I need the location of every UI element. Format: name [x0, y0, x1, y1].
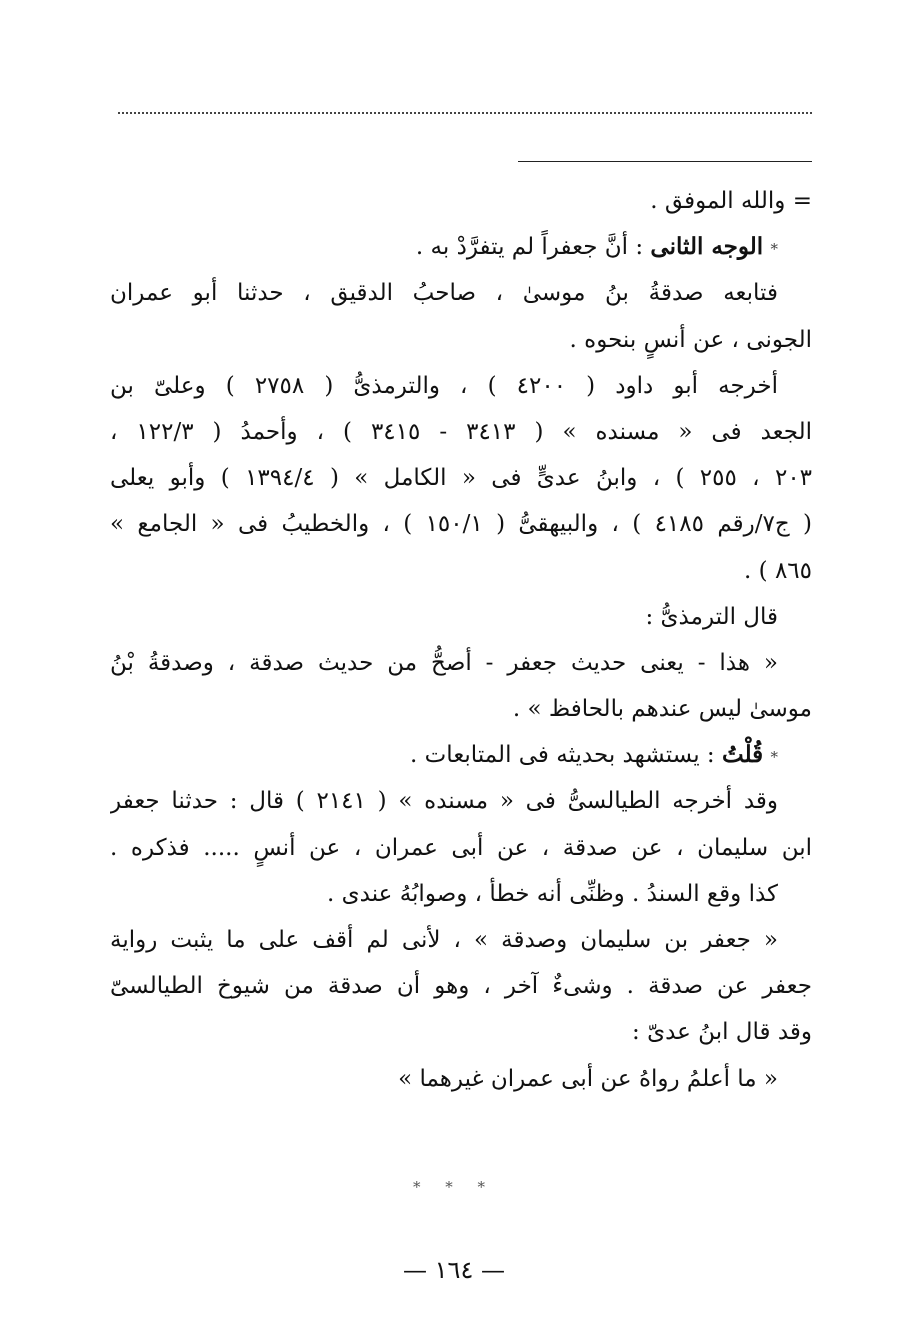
text-line: كذا وقع السندُ . وظنِّى أنه خطأ ، وصوابُهُ عندى .	[327, 880, 778, 907]
body-text	[110, 178, 812, 1102]
text-line: موسىٰ ليس عندهم بالحافظ » .	[512, 696, 812, 723]
footnote-rule	[518, 161, 812, 162]
text-line: ابن سليمان ، عن صدقة ، عن أبى عمران ، عن أنسٍ ..... فذكره .	[110, 834, 812, 861]
text-line: « ما أعلمُ رواهُ عن أبى عمران غيرهما »	[398, 1065, 778, 1092]
text-line: وقد أخرجه الطيالسىُّ فى « مسنده » ( ٢١٤١ ) قال : حدثنا جعفر	[110, 788, 778, 815]
text-line: وقد قال ابنُ عدىّ :	[632, 1019, 812, 1046]
section-heading: الوجه الثانى	[650, 233, 764, 261]
asterisk-icon: *	[770, 748, 778, 767]
text-line: أخرجه أبو داود ( ٤٢٠٠ ) ، والترمذىُّ ( ٢٧٥٨ ) وعلىّ بن	[110, 372, 778, 399]
text-line: « هذا - يعنى حديث جعفر - أصحُّ من حديث صدقة ، وصدقةُ بْنُ	[110, 649, 778, 676]
text-line: ٢٠٣ ، ٢٥٥ ) ، وابنُ عدىٍّ فى « الكامل » ( ١٣٩٤/٤ ) وأبو يعلى	[110, 465, 812, 492]
text-line: « جعفر بن سليمان وصدقة » ، لأنى لم أقف على ما يثبت رواية	[110, 927, 778, 953]
text-line: = والله الموفق .	[650, 188, 812, 214]
text-line: الجعد فى « مسنده » ( ٣٤١٣ - ٣٤١٥ ) ، وأحمدُ ( ١٢٢/٣ ،	[110, 418, 812, 445]
text-line: ٨٦٥ ) .	[744, 557, 812, 584]
text-line: جعفر عن صدقة . وشىءٌ آخر ، وهو أن صدقة من شيوخ الطيالسىّ	[110, 973, 812, 1000]
asterisk-icon: *	[770, 240, 778, 259]
page-number: — ١٦٤ —	[403, 1256, 505, 1284]
section-heading: قُلْتُ	[721, 741, 764, 769]
text-line: * الوجه الثانى : أنَّ جعفراً لم يتفرَّدْ به .	[415, 233, 778, 261]
text-line: فتابعه صدقةُ بنُ موسىٰ ، صاحبُ الدقيق ، حدثنا أبو عمران	[110, 280, 778, 307]
text-line: قال الترمذىُّ :	[645, 603, 778, 630]
text-line: * قُلْتُ : يستشهد بحديثه فى المتابعات .	[410, 741, 778, 769]
section-ornament: * * *	[412, 1178, 496, 1196]
text-line: ( ج٧/رقم ٤١٨٥ ) ، والبيهقىُّ ( ١٥٠/١ ) ، والخطيبُ فى « الجامع »	[110, 511, 812, 538]
dotted-separator	[118, 112, 812, 114]
text-line: الجونى ، عن أنسٍ بنحوه .	[569, 326, 812, 353]
